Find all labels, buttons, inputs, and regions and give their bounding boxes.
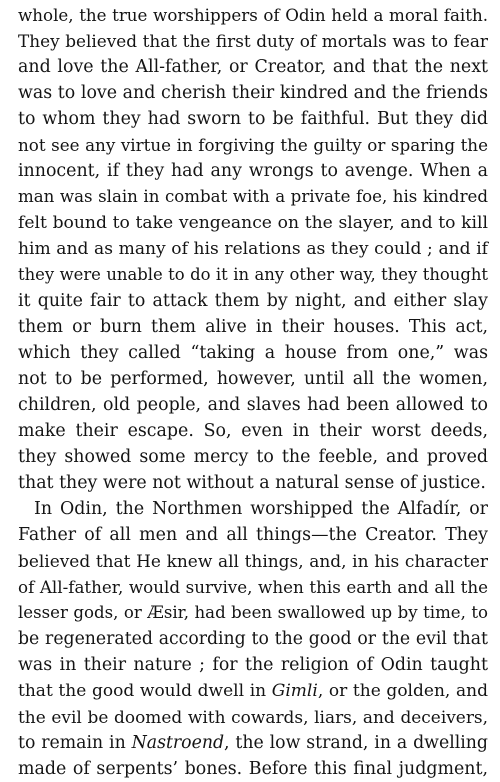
text-line: [18, 392, 488, 418]
text-segment: , the low strand, in a dwelling: [224, 733, 489, 753]
text-segment: not to be performed, however, until all the women,: [18, 369, 488, 389]
text-line: [18, 548, 488, 574]
text-line: [18, 314, 488, 340]
text-line: [18, 444, 488, 470]
text-line: [18, 184, 488, 210]
text-segment: In Odin, the Northmen worshipped the Alfadír, or: [34, 499, 488, 519]
text-segment: to whom they had sworn to be faithful. But they did: [18, 109, 488, 129]
italic-term-nastroend: Nastroend: [131, 733, 225, 753]
page-text: [18, 2, 488, 782]
text-segment: that the good would dwell in: [18, 681, 272, 701]
text-line: [18, 366, 488, 392]
text-segment: to remain in: [18, 733, 132, 753]
text-line: [18, 704, 488, 730]
text-segment: they showed some mercy to the feeble, and proved: [18, 447, 488, 467]
text-line: [18, 470, 488, 496]
text-segment: that they were not without a natural sense of justice.: [18, 473, 486, 493]
text-line: [18, 2, 488, 28]
text-line: [18, 496, 488, 522]
text-segment: children, old people, and slaves had been allowed to: [18, 395, 488, 415]
text-segment: lesser gods, or Æsir, had been swallowed up by time, to: [18, 603, 488, 622]
paragraph-2: [18, 496, 488, 782]
text-segment: it quite fair to attack them by night, and either slay: [18, 291, 488, 311]
text-line: [18, 236, 488, 262]
text-segment: him and as many of his relations as they could ; and if: [18, 239, 488, 259]
text-line: [18, 28, 488, 54]
text-segment: them or burn them alive in their houses. This act,: [18, 317, 488, 337]
text-segment: which they called “taking a house from one,” was: [18, 343, 488, 363]
text-line: [18, 288, 488, 314]
text-line: [18, 678, 488, 704]
text-segment: They believed that the first duty of mortals was to fear: [18, 31, 488, 51]
text-segment: not see any virtue in forgiving the guilty or sparing the: [18, 135, 488, 155]
text-line: [18, 730, 488, 756]
text-segment: innocent, if they had any wrongs to avenge. When a: [18, 161, 488, 181]
text-segment: make their escape. So, even in their worst deeds,: [18, 421, 488, 441]
text-line: [18, 574, 488, 600]
text-segment: be regenerated according to the good or the evil that: [18, 629, 488, 649]
text-line: [18, 210, 488, 236]
text-line: [18, 340, 488, 366]
text-segment: , or the golden, and: [317, 681, 488, 701]
text-segment: Father of all men and all things—the Creator. They: [18, 525, 488, 545]
text-segment: felt bound to take vengeance on the slayer, and to kill: [18, 213, 488, 233]
text-line: [18, 418, 488, 444]
text-line: [18, 262, 488, 288]
text-line: [18, 132, 488, 158]
text-segment: made of serpents’ bones. Before this final judgment,: [18, 759, 488, 779]
italic-term-gimli: Gimli: [271, 681, 318, 701]
text-line: [18, 54, 488, 80]
text-segment: the evil be doomed with cowards, liars, and deceivers,: [18, 707, 488, 727]
text-segment: was to love and cherish their kindred and the friends: [18, 83, 488, 103]
text-segment: believed that He knew all things, and, in his character: [18, 551, 488, 571]
text-line: [18, 80, 488, 106]
text-line: [18, 158, 488, 184]
text-line: [18, 756, 488, 782]
text-segment: was in their nature ; for the religion of Odin taught: [18, 655, 488, 675]
paragraph-1: [18, 2, 488, 496]
text-segment: whole, the true worshippers of Odin held a moral faith.: [18, 5, 488, 25]
text-line: [18, 652, 488, 678]
text-segment: they were unable to do it in any other way, they thought: [18, 265, 488, 284]
text-segment: man was slain in combat with a private foe, his kindred: [18, 187, 488, 206]
text-segment: of All-father, would survive, when this earth and all the: [18, 577, 488, 597]
text-line: [18, 106, 488, 132]
text-segment: and love the All-father, or Creator, and that the next: [18, 57, 488, 77]
text-line: [18, 600, 488, 626]
text-line: [18, 522, 488, 548]
text-line: [18, 626, 488, 652]
